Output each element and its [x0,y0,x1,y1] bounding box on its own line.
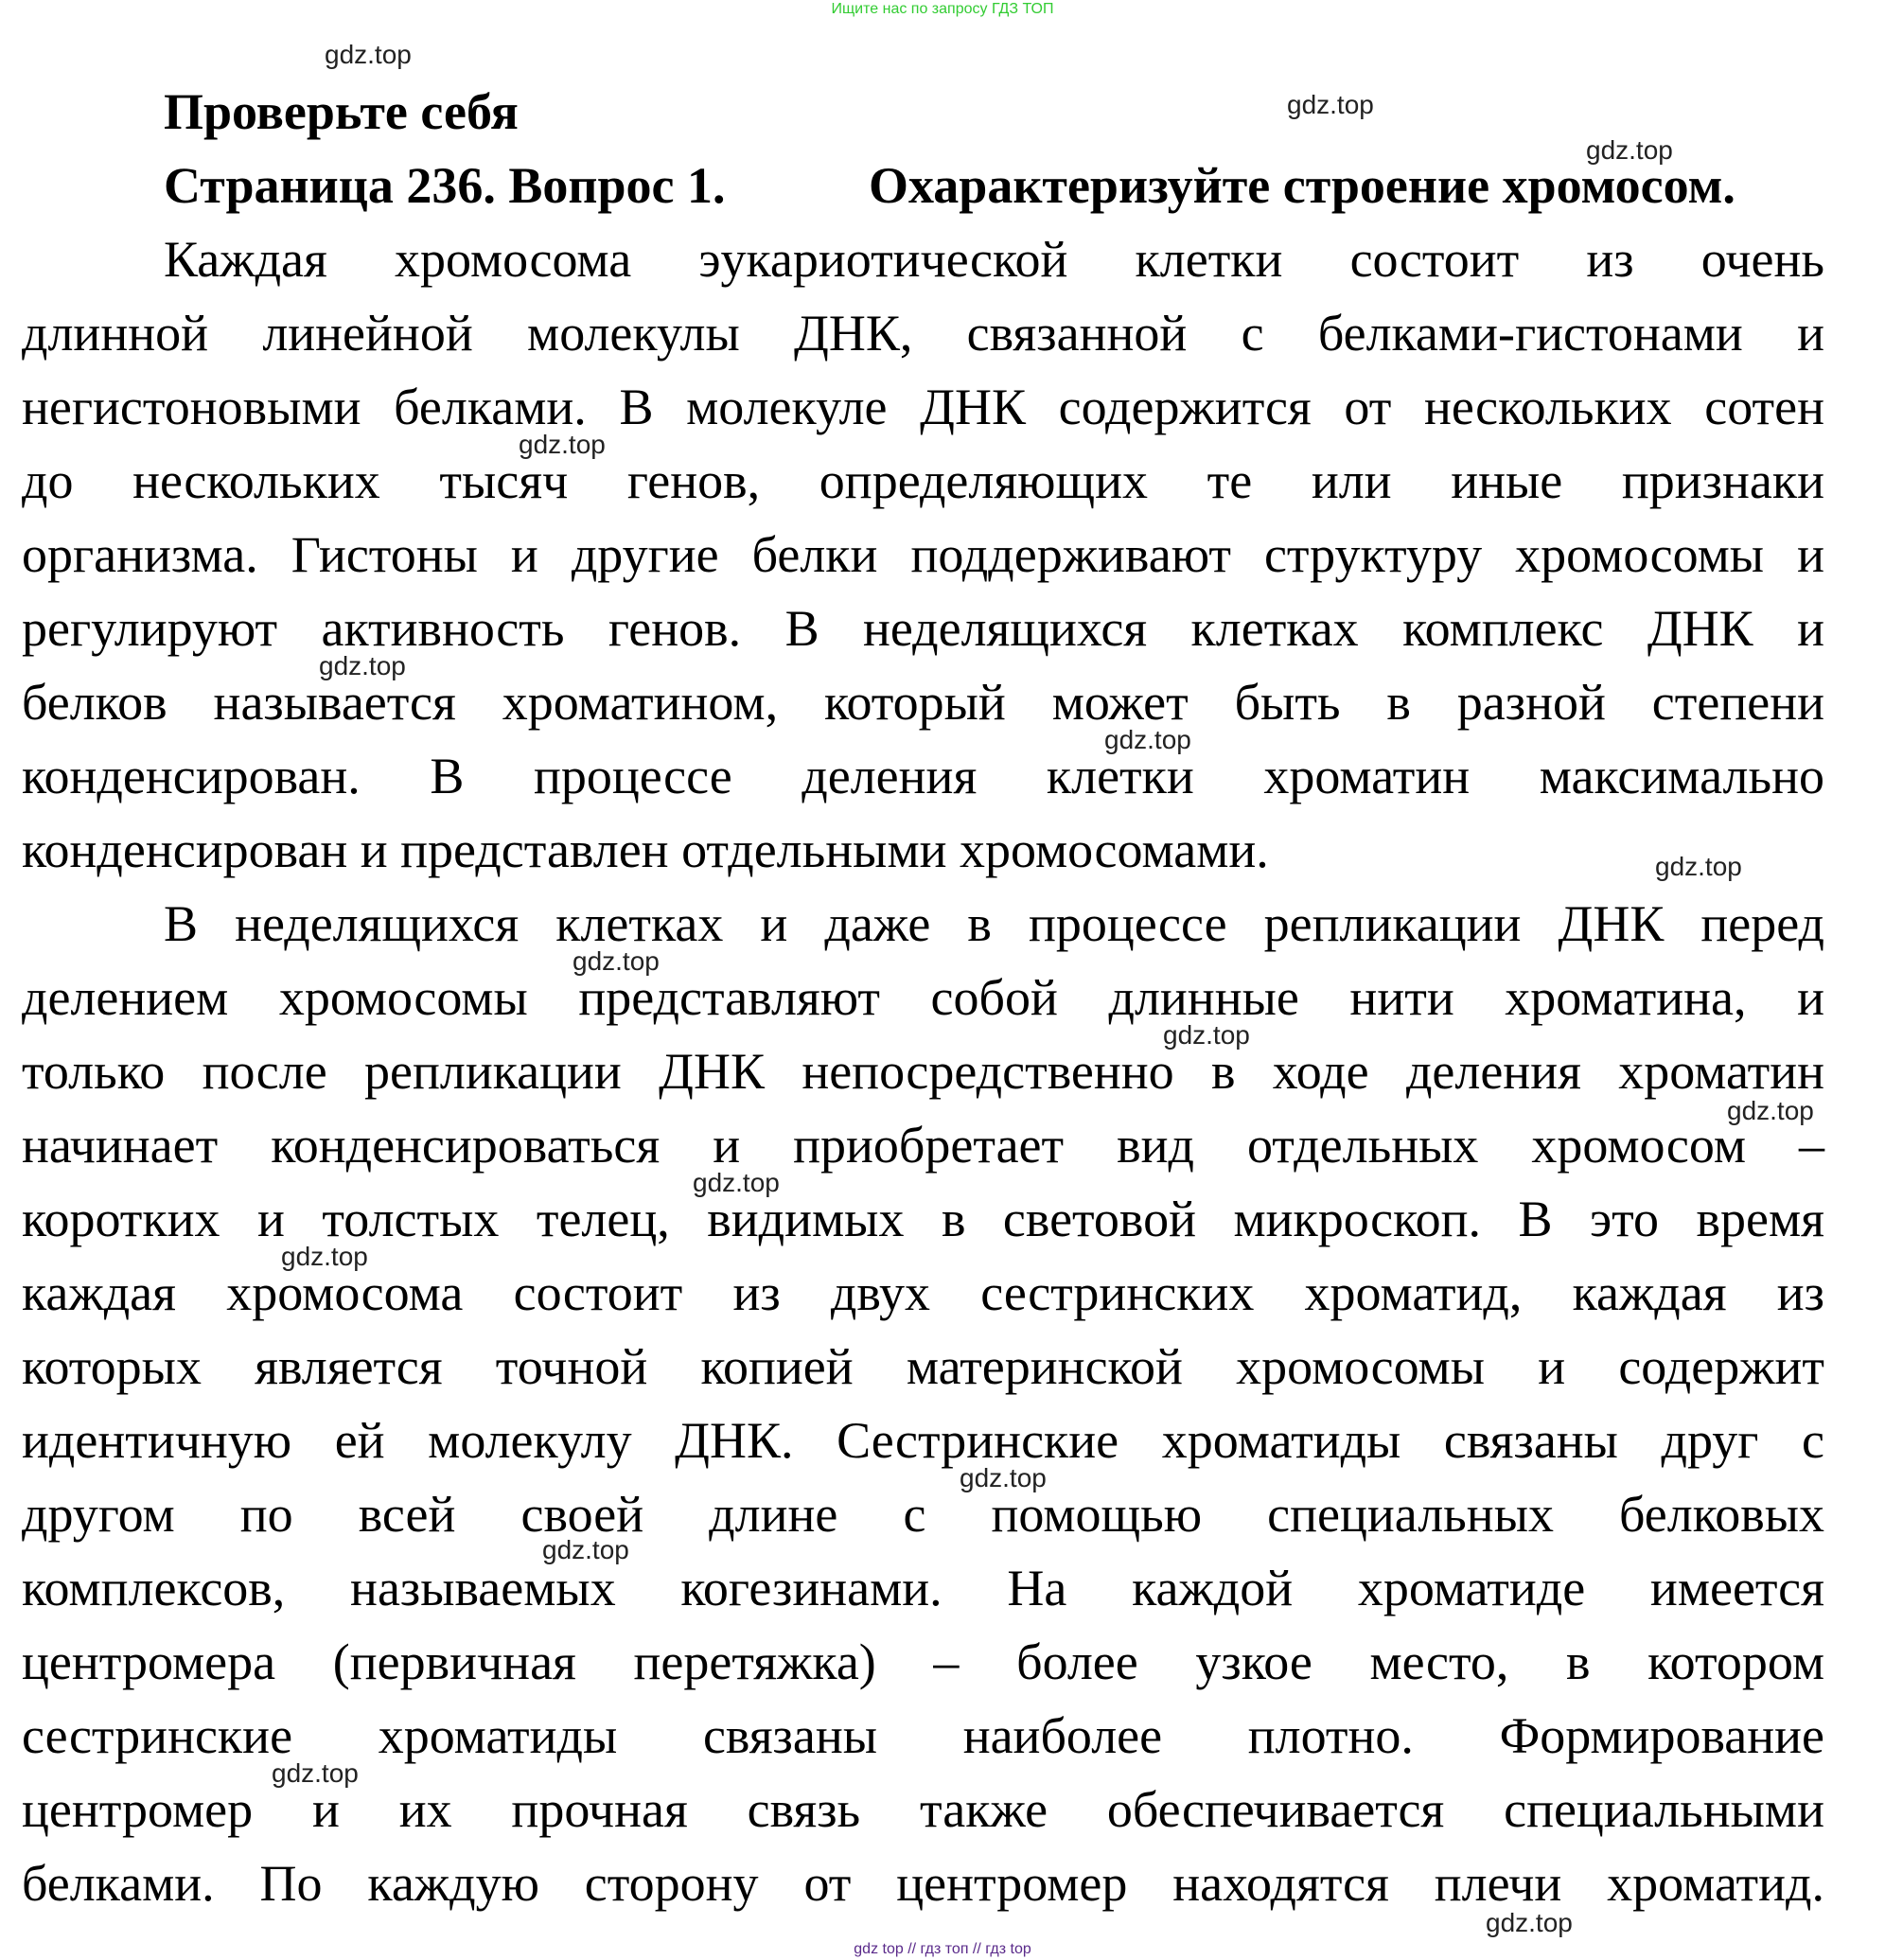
watermark: gdz.top [960,1463,1047,1492]
search-banner: Ищите нас по запросу ГДЗ ТОП [831,1,1054,17]
watermark: gdz.top [319,651,406,680]
watermark: gdz.top [272,1758,359,1788]
watermark: gdz.top [573,946,660,976]
watermark: gdz.top [693,1168,780,1197]
text-line: коротких и толстых телец, видимых в световой микроскоп. В это время [22,1191,1824,1247]
question-label: Страница 236. Вопрос 1. [164,157,726,214]
text-line: В неделящихся клетках и даже в процессе репликации ДНК перед [164,895,1824,952]
watermark: gdz.top [1727,1096,1814,1125]
footer-links: gdz top // гдз топ // гдз top [854,1941,1031,1957]
text-line: организма. Гистоны и другие белки поддерживают структуру хромосомы и [22,526,1824,583]
watermark: gdz.top [281,1242,368,1271]
text-line: белков называется хроматином, который может быть в разной степени [22,674,1824,731]
text-line: каждая хромосома состоит из двух сестринских хроматид, каждая из [22,1264,1824,1321]
watermark: gdz.top [1104,725,1191,754]
watermark: gdz.top [542,1535,629,1564]
watermark: gdz.top [1586,135,1673,165]
text-line: длинной линейной молекулы ДНК, связанной с белками-гистонами и [22,305,1824,362]
question-text: Охарактеризуйте строение хромосом. [869,157,1735,214]
text-line: негистоновыми белками. В молекуле ДНК содержится от нескольких сотен [22,379,1824,435]
text-line: центромера (первичная перетяжка) – более узкое место, в котором [22,1633,1824,1690]
watermark: gdz.top [1163,1020,1250,1050]
text-line: до нескольких тысяч генов, определяющих те или иные признаки [22,452,1824,509]
watermark: gdz.top [1486,1908,1573,1937]
text-line: которых является точной копией материнской хромосомы и содержит [22,1338,1824,1395]
watermark: gdz.top [519,430,606,459]
text-line: другом по всей своей длине с помощью специальных белковых [22,1486,1824,1543]
text-line: только после репликации ДНК непосредственно в ходе деления хроматин [22,1043,1824,1100]
text-line: делением хромосомы представляют собой длинные нити хроматина, и [22,969,1824,1026]
text-line: центромер и их прочная связь также обеспечивается специальными [22,1781,1824,1838]
watermark: gdz.top [1287,90,1374,119]
watermark: gdz.top [1655,852,1742,881]
section-title: Проверьте себя [164,83,519,140]
text-line: сестринские хроматиды связаны наиболее плотно. Формирование [22,1707,1824,1764]
text-line: начинает конденсироваться и приобретает вид отдельных хромосом – [22,1117,1824,1174]
text-line: идентичную ей молекулу ДНК. Сестринские хроматиды связаны друг с [22,1412,1824,1469]
text-line: комплексов, называемых когезинами. На каждой хроматиде имеется [22,1560,1824,1616]
watermark: gdz.top [325,40,412,69]
text-line: Каждая хромосома эукариотической клетки состоит из очень [164,231,1824,288]
text-line: регулируют активность генов. В неделящихся клетках комплекс ДНК и [22,600,1824,657]
text-line: конденсирован. В процессе деления клетки хроматин максимально [22,748,1824,804]
text-line: белками. По каждую сторону от центромер находятся плечи хроматид. [22,1855,1824,1912]
text-line: конденсирован и представлен отдельными хромосомами. [22,821,1269,878]
